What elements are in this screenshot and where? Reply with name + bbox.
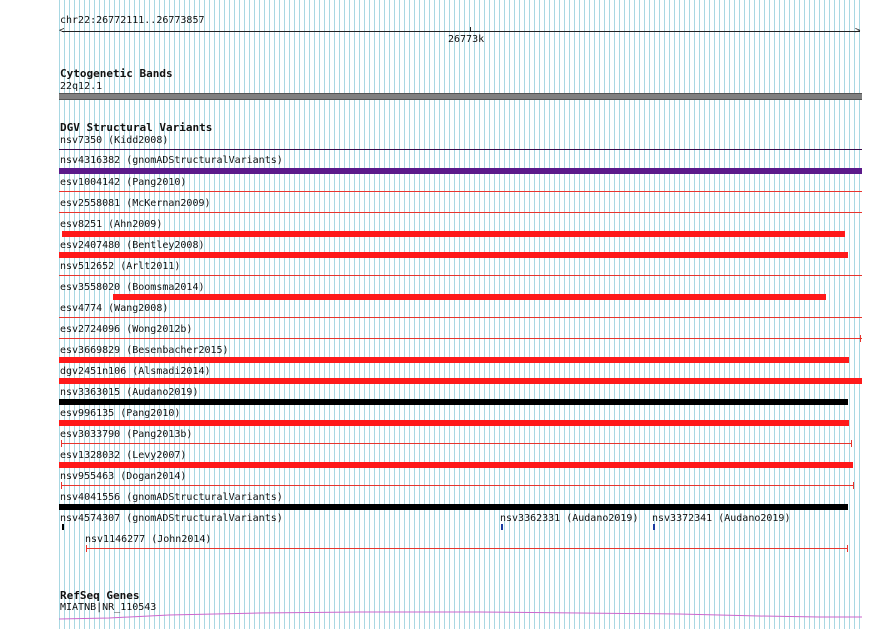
variant-label[interactable]: esv3669829 (Besenbacher2015)	[60, 345, 229, 356]
variant-line[interactable]	[59, 338, 862, 339]
variant-bar[interactable]	[59, 399, 848, 405]
ruler-center-label: 26773k	[448, 34, 485, 45]
variant-label[interactable]: esv2724096 (Wong2012b)	[60, 324, 193, 335]
dgv-track-title[interactable]: DGV Structural Variants	[60, 121, 213, 134]
variant-label[interactable]: nsv1146277 (John2014)	[85, 534, 212, 545]
variant-label[interactable]: esv8251 (Ahn2009)	[60, 219, 163, 230]
scroll-left-arrow-icon[interactable]: <	[59, 26, 65, 36]
variant-label[interactable]: nsv4574307 (gnomADStructuralVariants)	[60, 513, 283, 524]
variant-bar[interactable]	[59, 252, 848, 258]
variant-end-tick	[851, 440, 852, 447]
ruler-tick	[470, 27, 471, 32]
refseq-track-title[interactable]: RefSeq Genes	[60, 589, 140, 602]
variant-line[interactable]	[59, 317, 862, 318]
left-margin	[0, 0, 59, 629]
variant-label[interactable]: nsv955463 (Dogan2014)	[60, 471, 187, 482]
variant-end-tick	[847, 545, 848, 552]
variant-bar[interactable]	[501, 524, 503, 530]
variant-start-tick	[61, 440, 62, 447]
cytoband-bar[interactable]	[59, 93, 862, 100]
gene-label[interactable]: MIATNB|NR_110543	[60, 602, 157, 613]
variant-line[interactable]	[59, 275, 862, 276]
variant-end-tick	[853, 482, 854, 489]
variant-label[interactable]: nsv3363015 (Audano2019)	[60, 387, 199, 398]
variant-label[interactable]: esv1328032 (Levy2007)	[60, 450, 187, 461]
variant-bar[interactable]	[62, 524, 64, 530]
variant-bar[interactable]	[59, 168, 862, 174]
ruler-range-label: chr22:26772111..26773857	[60, 15, 205, 26]
variant-bar[interactable]	[113, 294, 826, 300]
variant-label[interactable]: nsv7350 (Kidd2008)	[60, 135, 169, 146]
variant-end-tick	[860, 335, 861, 342]
variant-label[interactable]: esv2558081 (McKernan2009)	[60, 198, 211, 209]
variant-label[interactable]: nsv3372341 (Audano2019)	[652, 513, 791, 524]
scroll-right-arrow-icon[interactable]: >	[855, 26, 861, 36]
variant-label[interactable]: nsv512652 (Arlt2011)	[60, 261, 181, 272]
variant-label[interactable]: esv2407480 (Bentley2008)	[60, 240, 205, 251]
variant-bar[interactable]	[59, 357, 849, 363]
ruler-axis	[62, 31, 860, 32]
variant-bar[interactable]	[59, 462, 853, 468]
variant-label[interactable]: dgv2451n106 (Alsmadi2014)	[60, 366, 211, 377]
variant-label[interactable]: esv4774 (Wang2008)	[60, 303, 169, 314]
cytoband-track-title[interactable]: Cytogenetic Bands	[60, 67, 173, 80]
gene-model[interactable]	[59, 610, 862, 622]
variant-bar[interactable]	[62, 231, 845, 237]
variant-bar[interactable]	[653, 524, 655, 530]
variant-label[interactable]: nsv3362331 (Audano2019)	[500, 513, 639, 524]
variant-line[interactable]	[86, 548, 848, 549]
cytoband-name: 22q12.1	[60, 81, 103, 92]
variant-line[interactable]	[61, 443, 852, 444]
variant-line[interactable]	[61, 485, 854, 486]
variant-bar[interactable]	[59, 420, 849, 426]
variant-bar[interactable]	[59, 504, 848, 510]
variant-line[interactable]	[59, 212, 862, 213]
variant-start-tick	[61, 482, 62, 489]
variant-line[interactable]	[59, 191, 862, 192]
variant-label[interactable]: nsv4316382 (gnomADStructuralVariants)	[60, 155, 283, 166]
variant-line[interactable]	[59, 149, 862, 150]
variant-start-tick	[86, 545, 87, 552]
right-margin	[862, 0, 890, 629]
variant-bar[interactable]	[59, 378, 862, 384]
variant-label[interactable]: esv3558020 (Boomsma2014)	[60, 282, 205, 293]
variant-label[interactable]: esv3033790 (Pang2013b)	[60, 429, 193, 440]
variant-label[interactable]: esv1004142 (Pang2010)	[60, 177, 187, 188]
variant-label[interactable]: nsv4041556 (gnomADStructuralVariants)	[60, 492, 283, 503]
variant-label[interactable]: esv996135 (Pang2010)	[60, 408, 181, 419]
